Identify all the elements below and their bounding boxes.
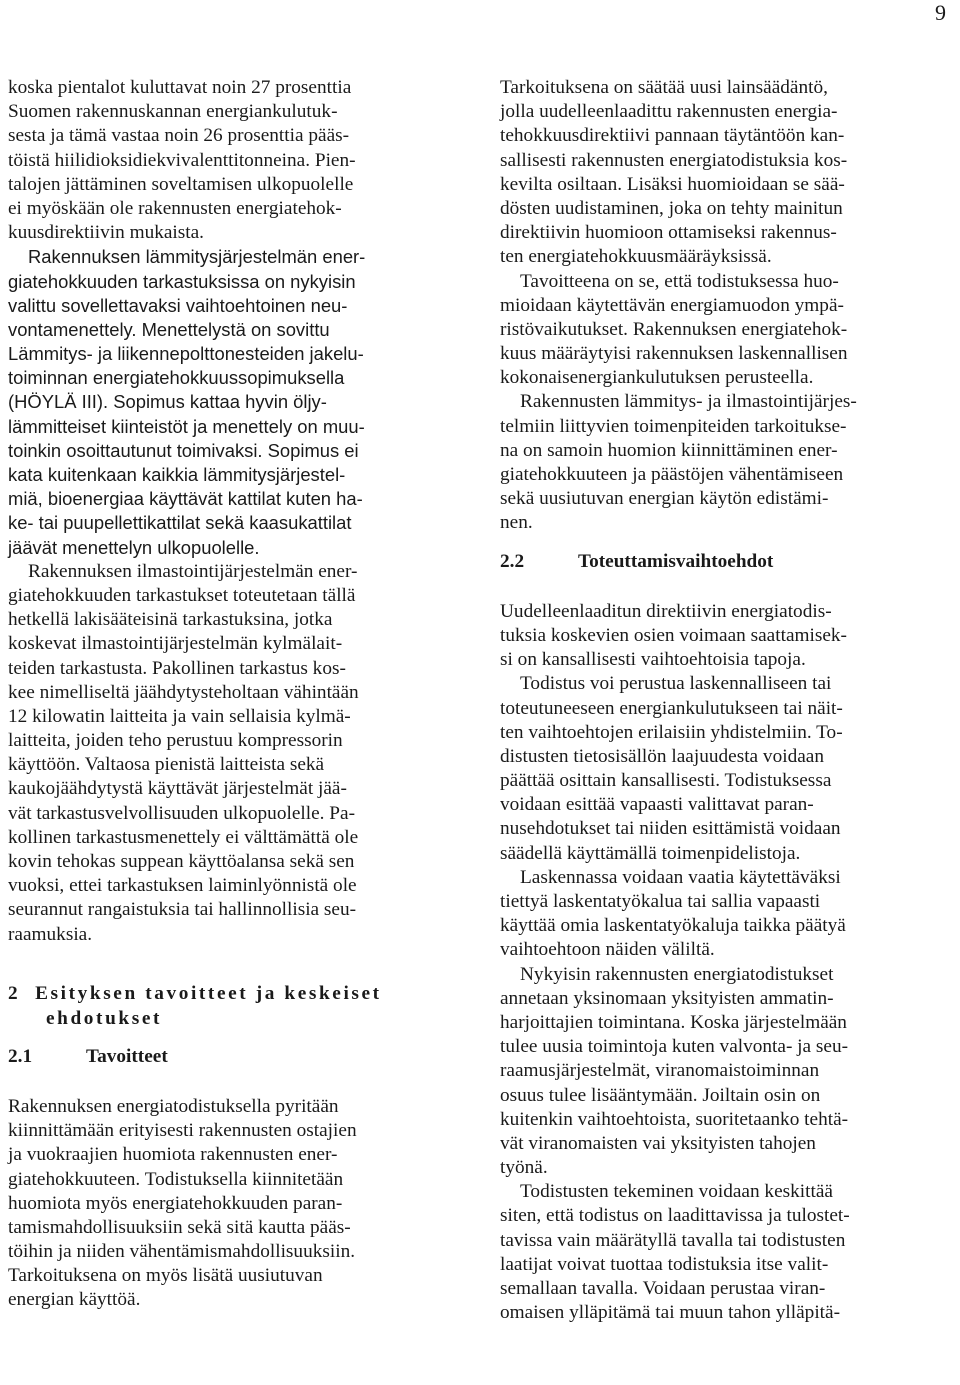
paragraph: [500, 270, 952, 391]
section-heading: [8, 1045, 470, 1069]
text-line: siten, että todistus on laadittavissa ja tulostet-: [500, 1205, 850, 1227]
section-title: Toteuttamisvaihtoehdot: [578, 550, 774, 572]
text-line: töihin ja niiden vähentämismahdollisuuksiin.: [8, 1241, 356, 1263]
chapter-number: 2: [8, 982, 21, 1004]
text-line: ei myöskään ole rakennusten energiatehok-: [8, 197, 342, 219]
text-line: Todistusten tekeminen voidaan keskittää: [520, 1181, 833, 1203]
text-line: lämmitteiset kiinteistöt ja menettely on muu-: [8, 415, 365, 437]
text-line: dösten uudistaminen, joka on tehty mainitun: [500, 197, 843, 219]
text-line: vät viranomaisten vai yksityisten tahojen: [500, 1132, 816, 1154]
text-line: Tarkoituksena on myös lisätä uusiutuvan: [8, 1265, 323, 1287]
text-line: giatehokkuuden tarkastuksissa on nykyisin: [8, 270, 356, 292]
text-line: si on kansallisesti vaihtoehtoisia tapoja.: [500, 649, 806, 671]
chapter-title-line: Esityksen tavoitteet ja keskeiset: [35, 982, 382, 1004]
text-line: giatehokkuuden tarkastukset toteutetaan tällä: [8, 584, 356, 606]
text-line: tiettyä laskentatyökalua tai sallia vapaasti: [500, 891, 821, 912]
text-line: direktiivin huomioon ottamiseksi rakennus-: [500, 222, 837, 244]
text-line: 12 kilowatin laitteita ja vain sellaisia kylmä-: [8, 705, 351, 727]
text-line: valittu sovellettavaksi vaihtoehtoinen neu-: [8, 294, 348, 316]
text-line: ten energiatehokkuusmääräyksissä.: [500, 246, 772, 268]
text-line: Rakennusten lämmitys- ja ilmastointijärjes-: [520, 391, 857, 413]
text-line: kata kuitenkaan kaikkia lämmitysjärjestel-: [8, 464, 346, 485]
text-line: telmiin liittyvien toimenpiteiden tarkoitukse-: [500, 415, 847, 437]
text-line: käyttöön. Valtaosa pienistä laitteista sekä: [8, 754, 325, 776]
text-line: nusehdotukset tai niiden esittämistä voidaan: [500, 818, 841, 840]
text-line: laitteita, joiden teho perustuu kompressorin: [8, 730, 343, 752]
paragraph: [8, 1095, 470, 1313]
text-line: hetkellä lakisääteisinä tarkastuksina, jotka: [8, 609, 333, 631]
text-line: tamismahdollisuuksiin sekä sitä kautta pääs-: [8, 1216, 351, 1238]
text-line: mioidaan käytettävän energiamuodon ympä-: [500, 294, 844, 316]
text-line: tuksia koskevien osien voimaan saattamisek-: [500, 624, 847, 646]
text-line: Nykyisin rakennusten energiatodistukset: [520, 963, 834, 985]
text-line: distusten tietosisällön laajuudesta voidaan: [500, 745, 824, 767]
text-line: laatijat voivat tuottaa todistuksia itse valit-: [500, 1253, 829, 1275]
text-line: vuoksi, ettei tarkastuksen laiminlyönnistä ole: [8, 875, 357, 897]
left-column: [8, 76, 470, 1313]
text-line: giatehokkuuteen ja päästöjen vähentämiseen: [500, 464, 844, 485]
section-number: 2.1: [8, 1045, 33, 1067]
text-line: raamuksia.: [8, 923, 93, 945]
text-line: ja vuokraajien huomiota rakennusten ener-: [8, 1144, 338, 1166]
text-line: Laskennassa voidaan vaatia käytettäväksi: [520, 866, 841, 888]
text-line: Rakennuksen ilmastointijärjestelmän ener-: [28, 560, 358, 582]
text-line: osuus tulee lisääntymään. Joiltain osin on: [500, 1084, 821, 1106]
text-line: annetaan yksinomaan yksityisten ammatin-: [500, 987, 834, 1009]
text-line: Tarkoituksena on säätää uusi lainsäädäntö,: [500, 77, 828, 98]
text-line: koska pientalot kuluttavat noin 27 prosenttia: [8, 77, 352, 98]
page-number: 9: [935, 0, 946, 25]
right-column: [500, 76, 952, 1325]
text-line: kiinnittämään erityisesti rakennusten ostajien: [8, 1120, 357, 1142]
text-line: kee nimelliseltä jäähdytysteholtaan vähintään: [8, 681, 359, 703]
paragraph: [500, 1180, 952, 1325]
text-line: toiminnan energiatehokkuussopimuksella: [8, 367, 345, 389]
text-line: kuus määräytyisi rakennuksen laskennallisen: [500, 343, 848, 365]
text-line: miä, bioenergiaa käyttävät kattilat kuten ha-: [8, 488, 363, 510]
text-line: Suomen rakennuskannan energiankulutuk-: [8, 101, 338, 123]
text-line: na on samoin huomion kiinnittäminen ener-: [500, 439, 838, 461]
text-line: teiden tarkastusta. Pakollinen tarkastus kos-: [8, 657, 346, 679]
text-line: kevilta osiltaan. Lisäksi huomioidaan se sää-: [500, 173, 845, 195]
text-line: Todistus voi perustua laskennalliseen tai: [520, 673, 832, 695]
paragraph: [500, 866, 952, 963]
text-line: tulee uusia toimintoja kuten valvonta- ja seu-: [500, 1036, 849, 1058]
text-line: harjoittajien toimintana. Koska järjestelmään: [500, 1011, 847, 1033]
paragraph: [500, 963, 952, 1181]
text-line: tehokkuusdirektiivi pannaan täytäntöön kan-: [500, 125, 845, 147]
text-line: jolla uudelleenlaadittu rakennusten energia-: [500, 101, 838, 123]
text-line: toinkin osoittautunut toimivaksi. Sopimus ei: [8, 439, 359, 461]
text-line: sekä uusiutuvan energian käytön edistämi-: [500, 488, 829, 510]
text-line: Rakennuksen lämmitysjärjestelmän ener-: [28, 246, 366, 268]
text-line: talojen jättäminen soveltamisen ulkopuolelle: [8, 173, 354, 195]
text-line: käyttää omia laskentatyökaluja taikka päätyä: [500, 915, 846, 937]
text-line: kuitenkin vaihtoehtoista, suoritetaanko tehtä-: [500, 1108, 849, 1130]
paragraph: [500, 76, 952, 270]
text-line: vät tarkastusvelvollisuuden ulkopuolelle. Pa-: [8, 802, 355, 824]
section-title: Tavoitteet: [86, 1045, 168, 1067]
text-line: ten vaihtoehtojen erilaisiin yhdistelmiin. To-: [500, 721, 843, 743]
text-line: säädellä käyttämällä toimenpidelistoja.: [500, 842, 801, 864]
text-line: vontamenettely. Menettelystä on sovittu: [8, 318, 330, 340]
chapter-heading: [8, 981, 470, 1031]
paragraph: [500, 390, 952, 535]
text-line: Rakennuksen energiatodistuksella pyritään: [8, 1095, 339, 1117]
text-line: toteutuneeseen energiankulutukseen tai näit-: [500, 697, 843, 719]
text-line: omaisen ylläpitämä tai muun tahon ylläpitä-: [500, 1302, 841, 1324]
text-line: töistä hiilidioksidiekvivalenttitonneina. Pien-: [8, 149, 356, 171]
text-line: koskevat ilmastointijärjestelmän kylmälait-: [8, 633, 343, 655]
paragraph: [8, 76, 470, 245]
text-line: huomiota myös energiatehokkuuden paran-: [8, 1192, 343, 1214]
paragraph: [500, 600, 952, 673]
text-line: (HÖYLÄ III). Sopimus kattaa hyvin öljy-: [8, 391, 327, 413]
paragraph: [8, 560, 470, 947]
text-line: kollinen tarkastusmenettely ei välttämättä ole: [8, 826, 359, 848]
section-heading: [500, 550, 952, 574]
section-number: 2.2: [500, 550, 525, 572]
text-line: seurannut rangaistuksia tai hallinnollisia seu-: [8, 899, 357, 921]
text-line: Uudelleenlaaditun direktiivin energiatodis-: [500, 600, 832, 622]
text-line: Lämmitys- ja liikennepolttonesteiden jakelu-: [8, 343, 364, 365]
text-line: voidaan esittää vapaasti valittavat paran-: [500, 794, 814, 816]
text-line: päättää osittain kansallisesti. Todistuksessa: [500, 770, 832, 792]
text-line: nen.: [500, 512, 533, 534]
text-line: jäävät menettelyn ulkopuolelle.: [8, 536, 260, 558]
text-line: giatehokkuuteen. Todistuksella kiinnitetään: [8, 1168, 344, 1190]
text-line: työnä.: [500, 1157, 548, 1179]
text-line: sallisesti rakennusten energiatodistuksia kos-: [500, 149, 848, 171]
text-line: raamusjärjestelmät, viranomaistoiminnan: [500, 1060, 820, 1082]
text-line: sesta ja tämä vastaa noin 26 prosenttia pääs-: [8, 125, 350, 147]
chapter-title-line: ehdotukset: [46, 1007, 162, 1029]
text-line: energian käyttöä.: [8, 1289, 141, 1311]
text-line: kovin tehokas suppean käyttöalansa sekä sen: [8, 851, 355, 872]
text-line: tavissa vain määrätyllä tavalla tai todistusten: [500, 1229, 846, 1251]
text-line: ristövaikutukset. Rakennuksen energiatehok-: [500, 318, 848, 340]
text-line: Tavoitteena on se, että todistuksessa huo-: [520, 270, 839, 292]
text-line: ke- tai puupellettikattilat sekä kaasukattilat: [8, 512, 352, 534]
text-line: kokonaisenergiankulutuksen perusteella.: [500, 367, 814, 389]
text-line: semallaan tavalla. Voidaan perustaa viran-: [500, 1278, 826, 1299]
paragraph: [8, 245, 470, 559]
text-line: kaukojäähdytystä käyttävät järjestelmät jää-: [8, 778, 347, 800]
paragraph: [500, 672, 952, 866]
text-line: vaihtoehtoon näiden väliltä.: [500, 939, 715, 961]
text-line: kuusdirektiivin mukaista.: [8, 222, 205, 244]
